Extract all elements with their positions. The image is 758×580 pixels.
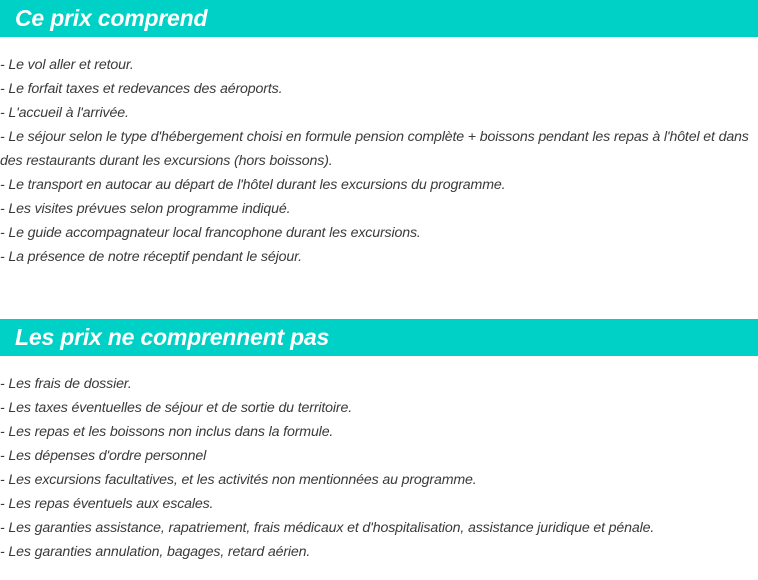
excludes-item: - Les frais de dossier. [0, 376, 132, 392]
excludes-item: - Les excursions facultatives, et les activités non mentionnées au programme. [0, 472, 477, 488]
excludes-item: - Les repas et les boissons non inclus dans la formule. [0, 424, 334, 440]
excludes-list [0, 372, 758, 564]
excludes-item: - Les dépenses d'ordre personnel [0, 448, 207, 464]
excludes-header [0, 319, 758, 356]
includes-item: - Le séjour selon le type d'hébergement choisi en formule pension complète + boissons pendant les repas à l'hôtel et dans des restaurants durant les excursions (hors boissons). [0, 129, 749, 169]
includes-item: - La présence de notre réceptif pendant le séjour. [0, 249, 302, 265]
includes-item: - Le forfait taxes et redevances des aéroports. [0, 81, 283, 97]
includes-header [0, 0, 758, 37]
includes-item: - Le vol aller et retour. [0, 57, 134, 73]
includes-title: Ce prix comprend [15, 5, 208, 31]
excludes-item: - Les garanties assistance, rapatriement, frais médicaux et d'hospitalisation, assistance juridique et pénale. [0, 520, 655, 536]
excludes-item: - Les garanties annulation, bagages, retard aérien. [0, 544, 311, 560]
includes-item: - L'accueil à l'arrivée. [0, 105, 129, 121]
excludes-title: Les prix ne comprennent pas [15, 324, 330, 350]
includes-list [0, 53, 758, 269]
includes-item: - Les visites prévues selon programme indiqué. [0, 201, 291, 217]
excludes-item: - Les repas éventuels aux escales. [0, 496, 214, 512]
excludes-item: - Les taxes éventuelles de séjour et de sortie du territoire. [0, 400, 353, 416]
includes-item: - Le guide accompagnateur local francophone durant les excursions. [0, 225, 421, 241]
includes-item: - Le transport en autocar au départ de l'hôtel durant les excursions du programme. [0, 177, 506, 193]
